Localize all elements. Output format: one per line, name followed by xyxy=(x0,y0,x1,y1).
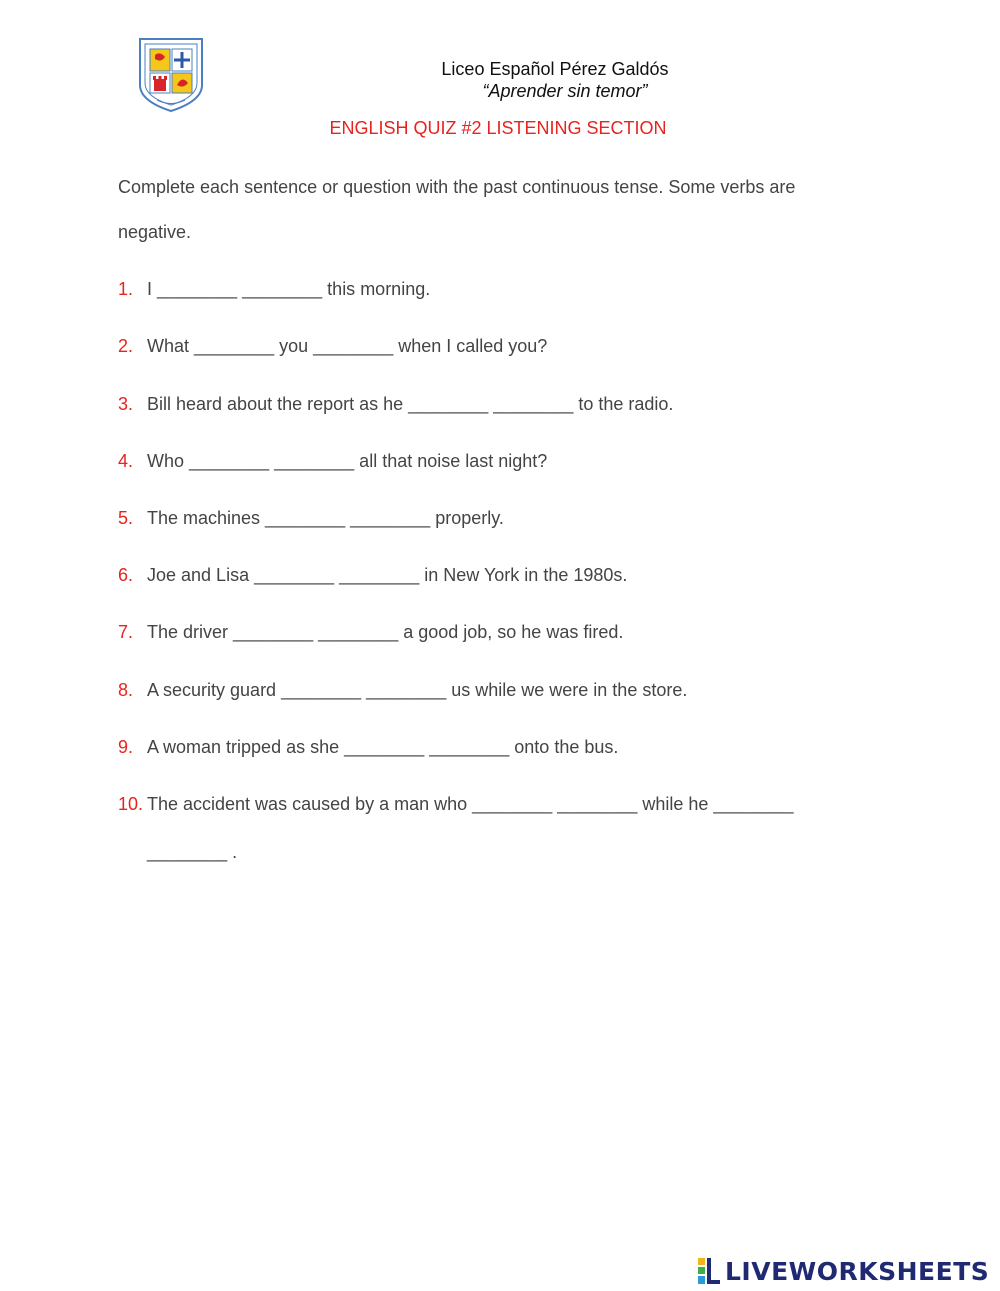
question-number: 9. xyxy=(118,737,134,757)
quiz-title-text: ENGLISH QUIZ #2 LISTENING SECTION xyxy=(329,118,667,138)
question-text: Joe and Lisa ________ ________ in New York in the 1980s. xyxy=(147,565,628,585)
question-7 xyxy=(118,622,623,643)
question-5 xyxy=(118,508,504,529)
question-text: The machines ________ ________ properly. xyxy=(147,508,504,528)
question-6 xyxy=(118,565,627,586)
question-text: The accident was caused by a man who ________ ________ while he ________ xyxy=(147,794,794,814)
instructions-line-1: Complete each sentence or question with the past continuous tense. Some verbs are xyxy=(118,177,796,197)
school-crest-logo xyxy=(137,37,205,113)
question-text: Bill heard about the report as he ________ ________ to the radio. xyxy=(147,394,674,414)
school-motto: “Aprender sin temor” xyxy=(482,81,648,101)
question-number: 2. xyxy=(118,336,134,356)
question-text: A woman tripped as she ________ ________ onto the bus. xyxy=(147,737,619,757)
question-number: 4. xyxy=(118,451,134,471)
liveworksheets-brand-text: LIVEWORKSHEETS xyxy=(725,1256,990,1286)
question-text: I ________ ________ this morning. xyxy=(147,279,431,299)
quiz-title xyxy=(0,118,1000,139)
question-text: The driver ________ ________ a good job, so he was fired. xyxy=(147,622,624,642)
school-name: Liceo Español Pérez Galdós xyxy=(441,59,669,79)
question-text: A security guard ________ ________ us while we were in the store. xyxy=(147,680,688,700)
question-number: 8. xyxy=(118,680,134,700)
question-number: 1. xyxy=(118,279,134,299)
question-2 xyxy=(118,336,547,357)
question-number: 5. xyxy=(118,508,134,528)
instructions-line-2: negative. xyxy=(118,222,192,242)
question-number: 6. xyxy=(118,565,134,585)
question-text: Who ________ ________ all that noise last night? xyxy=(147,451,548,471)
question-3 xyxy=(118,394,673,415)
question-number: 10. xyxy=(118,794,144,814)
liveworksheets-logo-icon xyxy=(698,1258,722,1284)
question-text: What ________ you ________ when I called you? xyxy=(147,336,548,356)
question-10-continuation: ________ . xyxy=(147,842,238,862)
question-number: 3. xyxy=(118,394,134,414)
question-4 xyxy=(118,451,547,472)
question-1 xyxy=(118,279,430,300)
question-9 xyxy=(118,737,618,758)
question-10 xyxy=(118,794,793,815)
question-number: 7. xyxy=(118,622,134,642)
liveworksheets-brand[interactable] xyxy=(698,1256,989,1286)
question-8 xyxy=(118,680,687,701)
